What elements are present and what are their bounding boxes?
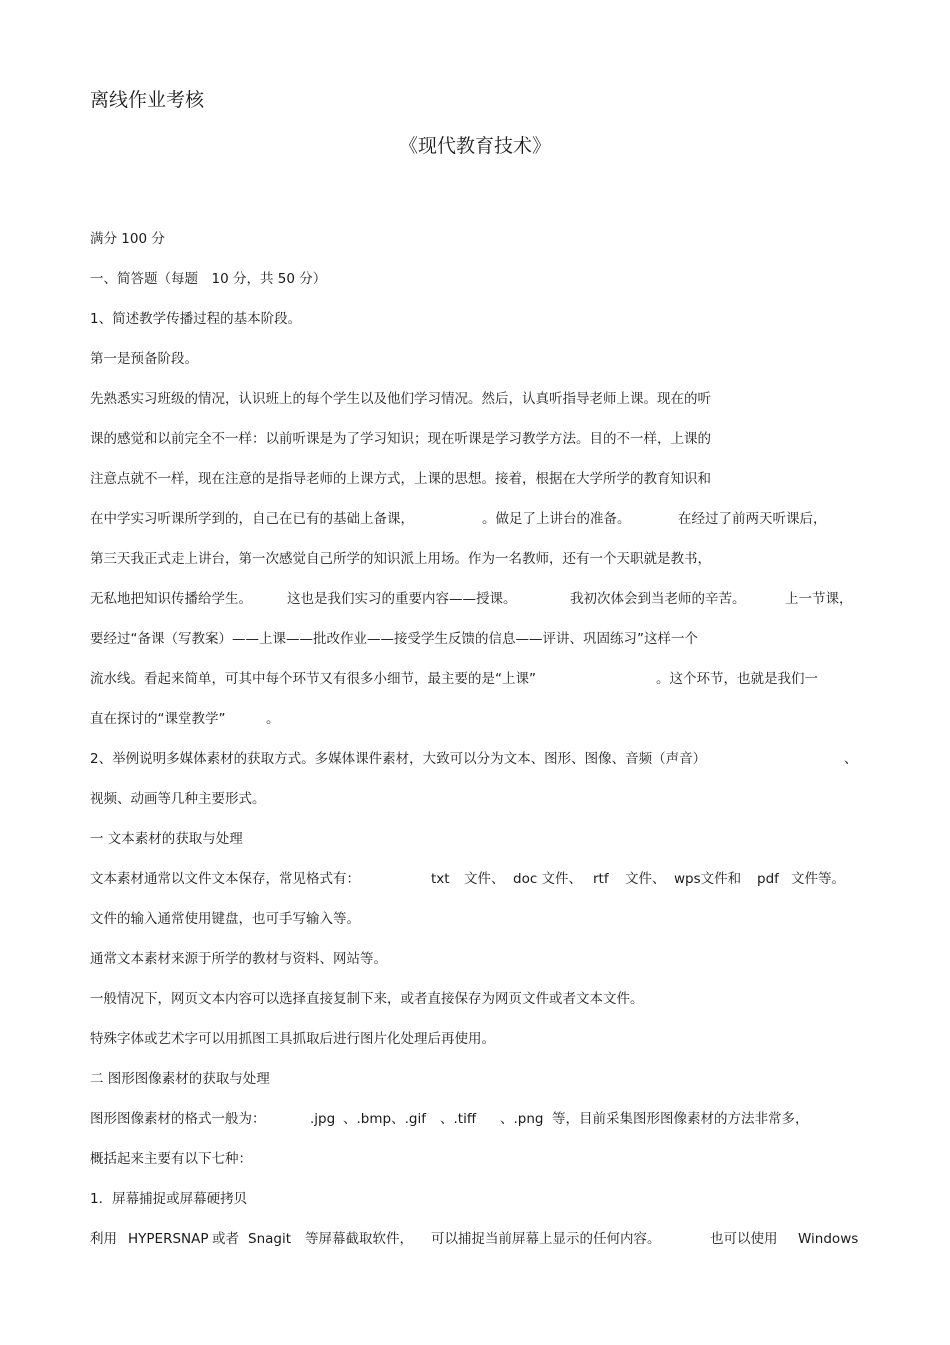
text-segment: 2、举例说明多媒体素材的获取方式。多媒体课件素材，大致可以分为文本、图形、图像、音频（声音）: [90, 751, 707, 767]
text-segment: .jpg: [310, 1111, 336, 1127]
method-title: 1．屏幕捕捉或屏幕硬拷贝: [90, 1191, 248, 1207]
text-segment: 或者: [212, 1231, 239, 1247]
text-segment: 可以捕捉当前屏幕上显示的任何内容。: [431, 1231, 661, 1247]
paragraph-line: 第三天我正式走上讲台，第一次感觉自己所学的知识派上用场。作为一名教师，还有一个天职就是教书，: [90, 551, 711, 567]
text-segment: 。做足了上讲台的准备。: [482, 511, 631, 527]
text-segment: 在中学实习听课所学到的，自己在已有的基础上备课，: [90, 511, 414, 527]
paragraph-line: 通常文本素材来源于所学的教材与资料、网站等。: [90, 951, 387, 967]
text-segment: Windows: [798, 1231, 859, 1247]
text-segment: 利用: [90, 1231, 117, 1247]
document-heading: 离线作业考核: [90, 89, 205, 111]
text-segment: 、: [844, 751, 858, 767]
text-segment: 文件等。: [791, 871, 845, 887]
text-segment: 文件、: [464, 871, 505, 887]
text-segment: 图形图像素材的格式一般为：: [90, 1111, 266, 1127]
text-segment: 、.tiff: [440, 1111, 477, 1127]
text-segment: pdf: [757, 871, 779, 887]
subsection-heading: 二 图形图像素材的获取与处理: [90, 1071, 270, 1087]
text-segment: Snagit: [248, 1231, 292, 1247]
text-segment: 流水线。看起来简单，可其中每个环节又有很多小细节，最主要的是“上课”: [90, 671, 536, 687]
text-segment: 也可以使用: [710, 1231, 778, 1247]
text-segment: wps文件和: [674, 871, 742, 887]
paragraph-line: 注意点就不一样，现在注意的是指导老师的上课方式，上课的思想。接着，根据在大学所学的教育知识和: [90, 471, 711, 487]
paragraph-line: 先熟悉实习班级的情况，认识班上的每个学生以及他们学习情况。然后，认真听指导老师上课。现在的听: [90, 391, 711, 407]
paragraph-line: 要经过“备课（写教案）——上课——批改作业——接受学生反馈的信息——评讲、巩固练习”这样一个: [90, 631, 698, 647]
text-segment: txt: [431, 871, 450, 887]
document-title: 《现代教育技术》: [398, 135, 551, 157]
paragraph-line: 课的感觉和以前完全不一样：以前听课是为了学习知识；现在听课是学习教学方法。目的不一样，上课的: [90, 431, 711, 447]
stage-1-label: 第一是预备阶段。: [90, 351, 198, 367]
text-segment: rtf: [593, 871, 609, 887]
text-segment: HYPERSNAP: [128, 1231, 209, 1247]
section-header: 一、简答题（每题 10 分，共 50 分）: [90, 271, 327, 287]
text-segment: 、.bmp、.gif: [343, 1111, 426, 1127]
subsection-heading: 一 文本素材的获取与处理: [90, 831, 243, 847]
text-segment: 上一节课，: [785, 591, 853, 607]
text-segment: 等屏幕截取软件，: [305, 1231, 413, 1247]
text-segment: 文件、: [625, 871, 666, 887]
text-segment: doc 文件、: [513, 871, 583, 887]
text-segment: 我初次体会到当老师的辛苦。: [570, 591, 746, 607]
paragraph-line: 特殊字体或艺术字可以用抓图工具抓取后进行图片化处理后再使用。: [90, 1031, 495, 1047]
paragraph-line: 视频、动画等几种主要形式。: [90, 791, 266, 807]
text-segment: 。这个环节，也就是我们一: [656, 671, 818, 687]
paragraph-line: 文件的输入通常使用键盘，也可手写输入等。: [90, 911, 360, 927]
text-segment: 直在探讨的“课堂教学”: [90, 711, 226, 727]
text-segment: 无私地把知识传播给学生。: [90, 591, 252, 607]
text-segment: 在经过了前两天听课后，: [678, 511, 827, 527]
text-segment: 。: [266, 711, 280, 727]
text-segment: 这也是我们实习的重要内容——授课。: [287, 591, 517, 607]
question-1: 1、简述教学传播过程的基本阶段。: [90, 311, 302, 327]
text-segment: 、.png: [500, 1111, 544, 1127]
text-segment: 等，目前采集图形图像素材的方法非常多，: [552, 1111, 809, 1127]
full-score-line: 满分 100 分: [90, 231, 165, 247]
paragraph-line: 一般情况下，网页文本内容可以选择直接复制下来，或者直接保存为网页文件或者文本文件。: [90, 991, 644, 1007]
text-segment: 文本素材通常以文件文本保存，常见格式有：: [90, 871, 360, 887]
paragraph-line: 概括起来主要有以下七种：: [90, 1151, 252, 1167]
